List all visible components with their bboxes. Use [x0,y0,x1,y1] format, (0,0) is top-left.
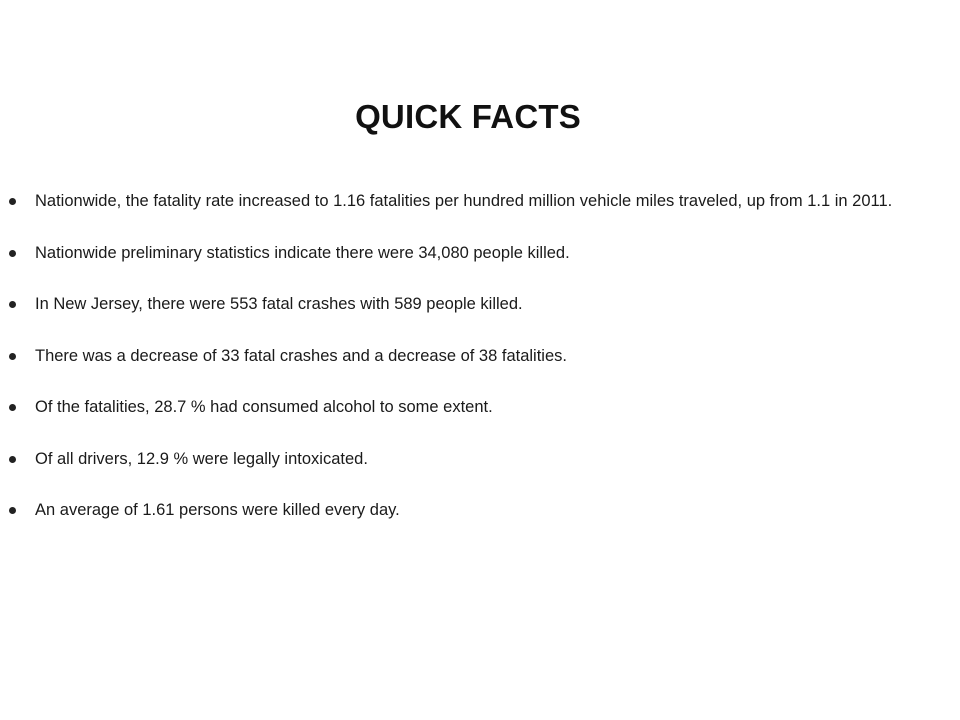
bullet-icon [9,198,16,205]
bullet-icon [9,404,16,411]
fact-text: Of the fatalities, 28.7 % had consumed alcohol to some extent. [35,398,493,416]
fact-item [0,499,960,551]
fact-item [0,190,960,242]
bullet-icon [9,301,16,308]
fact-text: Of all drivers, 12.9 % were legally intoxicated. [35,449,368,468]
fact-item [0,448,960,500]
bullet-icon [9,507,16,514]
fact-item [0,293,960,345]
fact-text: In New Jersey, there were 553 fatal crashes with 589 people killed. [35,295,523,313]
facts-list [0,190,960,551]
bullet-icon [9,456,16,463]
fact-text: Nationwide, the fatality rate increased to 1.16 fatalities per hundred million vehicle miles traveled, up from 1.1 in 2011. [35,192,893,210]
fact-item [0,345,960,397]
fact-text: There was a decrease of 33 fatal crashes and a decrease of 38 fatalities. [35,346,567,365]
fact-text: An average of 1.61 persons were killed every day. [35,501,400,519]
fact-text: Nationwide preliminary statistics indicate there were 34,080 people killed. [35,243,570,262]
slide-title: QUICK FACTS [355,98,581,135]
fact-item [0,396,960,448]
fact-item [0,242,960,294]
bullet-icon [9,250,16,257]
bullet-icon [9,353,16,360]
